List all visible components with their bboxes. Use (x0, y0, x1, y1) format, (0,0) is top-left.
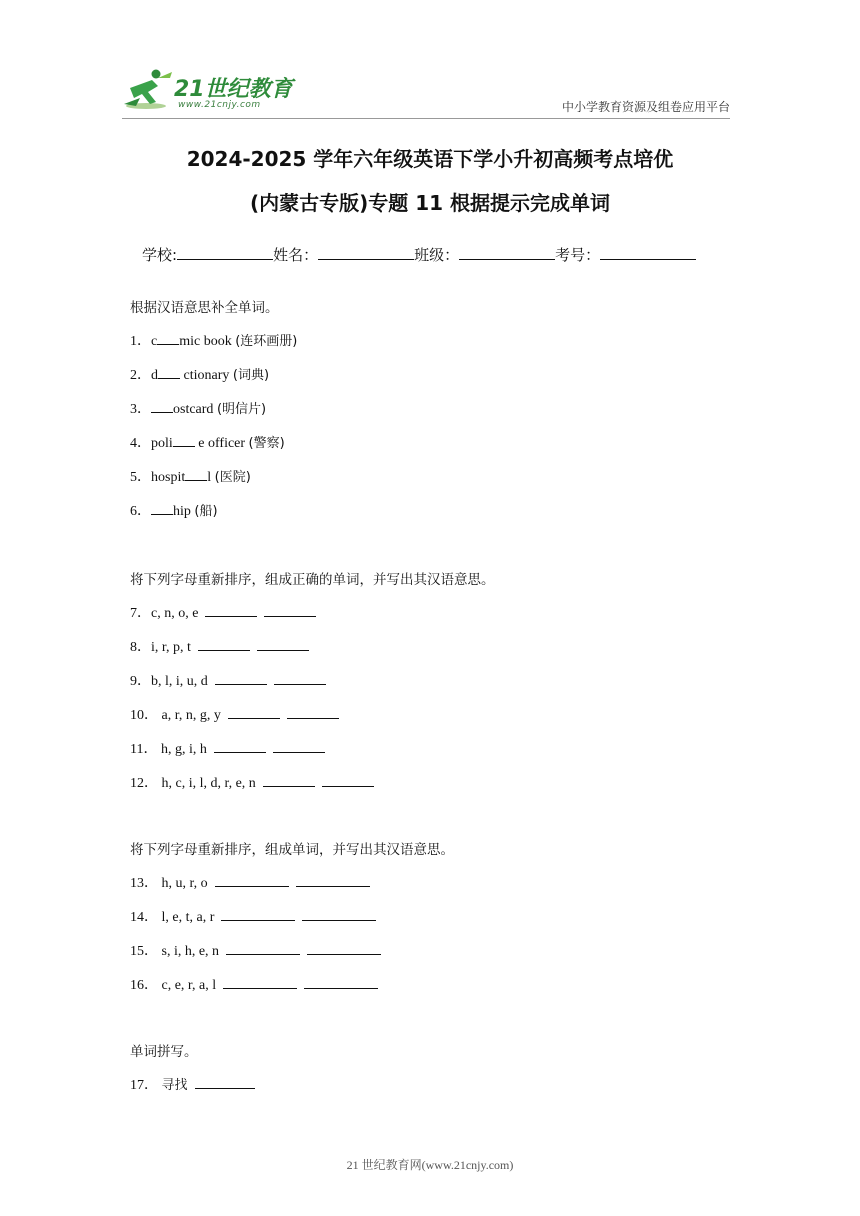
answer-blank[interactable] (173, 433, 195, 447)
section-1-heading: 根据汉语意思补全单词。 (130, 300, 279, 316)
word-suffix: ctionary (180, 368, 233, 383)
word-suffix: ostcard (173, 402, 217, 417)
meaning-blank[interactable] (304, 975, 378, 989)
chinese-hint: (船) (194, 504, 218, 519)
meaning-blank[interactable] (274, 671, 326, 685)
name-field[interactable] (318, 245, 414, 260)
question-13 (130, 872, 370, 892)
letters: c, n, o, e (151, 606, 199, 621)
question-10 (130, 704, 339, 724)
word-suffix: hip (173, 504, 195, 519)
question-number: 9． (130, 674, 151, 689)
question-number: 7． (130, 606, 151, 621)
question-11 (130, 738, 325, 758)
question-16 (130, 974, 378, 994)
class-field[interactable] (459, 245, 555, 260)
question-number: 17． (130, 1078, 158, 1093)
word-prefix: hospit (151, 470, 186, 485)
word-suffix: mic book (179, 334, 236, 349)
class-label: 班级： (414, 246, 460, 264)
question-12 (130, 772, 374, 792)
question-17 (130, 1074, 255, 1094)
question-number: 16． (130, 978, 158, 993)
question-3 (130, 398, 266, 418)
letters: h, g, i, h (160, 742, 207, 757)
page-footer: 21 世纪教育网(www.21cnjy.com) (346, 1158, 514, 1172)
word-blank[interactable] (205, 603, 257, 617)
word-prefix: d (151, 368, 158, 383)
question-number: 13． (130, 876, 158, 891)
word-blank[interactable] (223, 975, 297, 989)
word-blank[interactable] (221, 907, 295, 921)
chinese-hint: (词典) (232, 368, 270, 383)
page-title: 2024-2025 学年六年级英语下学小升初高频考点培优 (186, 147, 674, 171)
word-blank[interactable] (226, 941, 300, 955)
word-blank[interactable] (215, 671, 267, 685)
platform-name: 中小学教育资源及组卷应用平台 (561, 100, 730, 114)
letters: i, r, p, t (151, 640, 191, 655)
letters: h, c, i, l, d, r, e, n (161, 776, 256, 791)
word-suffix: l (207, 470, 215, 485)
question-8 (130, 636, 309, 656)
number-field[interactable] (600, 245, 696, 260)
letters: l, e, t, a, r (161, 910, 215, 925)
chinese-hint: (医院) (214, 470, 251, 485)
chinese-hint: (警察) (248, 436, 285, 451)
page-header (0, 0, 860, 120)
question-2 (130, 364, 269, 384)
word-blank[interactable] (214, 739, 266, 753)
section-2-heading: 将下列字母重新排序，组成正确的单词，并写出其汉语意思。 (130, 572, 495, 588)
meaning-blank[interactable] (322, 773, 374, 787)
answer-blank[interactable] (151, 399, 173, 413)
question-number: 2． (130, 368, 151, 383)
chinese-hint: (连环画册) (235, 334, 298, 349)
letters: a, r, n, g, y (161, 708, 221, 723)
question-number: 1． (130, 334, 151, 349)
logo-text: 21世纪教育 (174, 77, 293, 102)
page-subtitle: (内蒙古专版)专题 11 根据提示完成单词 (249, 191, 611, 215)
meaning-blank[interactable] (307, 941, 381, 955)
word-prefix: poli (151, 436, 173, 451)
question-number: 8． (130, 640, 151, 655)
question-number: 6． (130, 504, 151, 519)
name-label: 姓名： (273, 246, 319, 264)
meaning-blank[interactable] (264, 603, 316, 617)
letters: h, u, r, o (161, 876, 208, 891)
question-number: 11． (130, 742, 158, 757)
word-prefix: c (151, 334, 158, 349)
word-blank[interactable] (228, 705, 280, 719)
answer-blank[interactable] (157, 331, 179, 345)
number-label: 考号： (555, 246, 601, 264)
question-number: 3． (130, 402, 151, 417)
question-15 (130, 940, 381, 960)
letters: s, i, h, e, n (161, 944, 220, 959)
question-1 (130, 330, 297, 350)
question-9 (130, 670, 326, 690)
question-number: 12． (130, 776, 158, 791)
school-field[interactable] (177, 245, 273, 260)
logo-url: www.21cnjy.com (178, 100, 261, 110)
word-blank[interactable] (263, 773, 315, 787)
meaning-blank[interactable] (296, 873, 370, 887)
meaning-blank[interactable] (273, 739, 325, 753)
letters: b, l, i, u, d (151, 674, 208, 689)
word-suffix: e officer (194, 436, 249, 451)
header-divider (122, 118, 730, 119)
question-number: 10． (130, 708, 158, 723)
meaning-blank[interactable] (287, 705, 339, 719)
question-number: 5． (130, 470, 151, 485)
student-info-row (142, 244, 696, 265)
word-blank[interactable] (198, 637, 250, 651)
runner-logo-icon (122, 68, 178, 114)
section-4-heading: 单词拼写。 (130, 1044, 198, 1060)
logo (122, 66, 302, 116)
question-number: 4． (130, 436, 151, 451)
chinese-hint: (明信片) (216, 402, 267, 417)
question-14 (130, 906, 376, 926)
answer-blank[interactable] (158, 365, 180, 379)
chinese-hint: 寻找 (161, 1078, 188, 1093)
section-3-heading: 将下列字母重新排序，组成单词，并写出其汉语意思。 (130, 842, 454, 858)
word-blank[interactable] (215, 873, 289, 887)
question-7 (130, 602, 316, 622)
question-number: 14． (130, 910, 158, 925)
school-label: 学校: (142, 246, 178, 264)
letters: c, e, r, a, l (161, 978, 217, 993)
meaning-blank[interactable] (257, 637, 309, 651)
answer-blank[interactable] (151, 501, 173, 515)
answer-blank[interactable] (195, 1075, 255, 1089)
question-4 (130, 432, 285, 452)
question-number: 15． (130, 944, 158, 959)
meaning-blank[interactable] (302, 907, 376, 921)
answer-blank[interactable] (185, 467, 207, 481)
question-5 (130, 466, 251, 486)
question-6 (130, 500, 218, 520)
